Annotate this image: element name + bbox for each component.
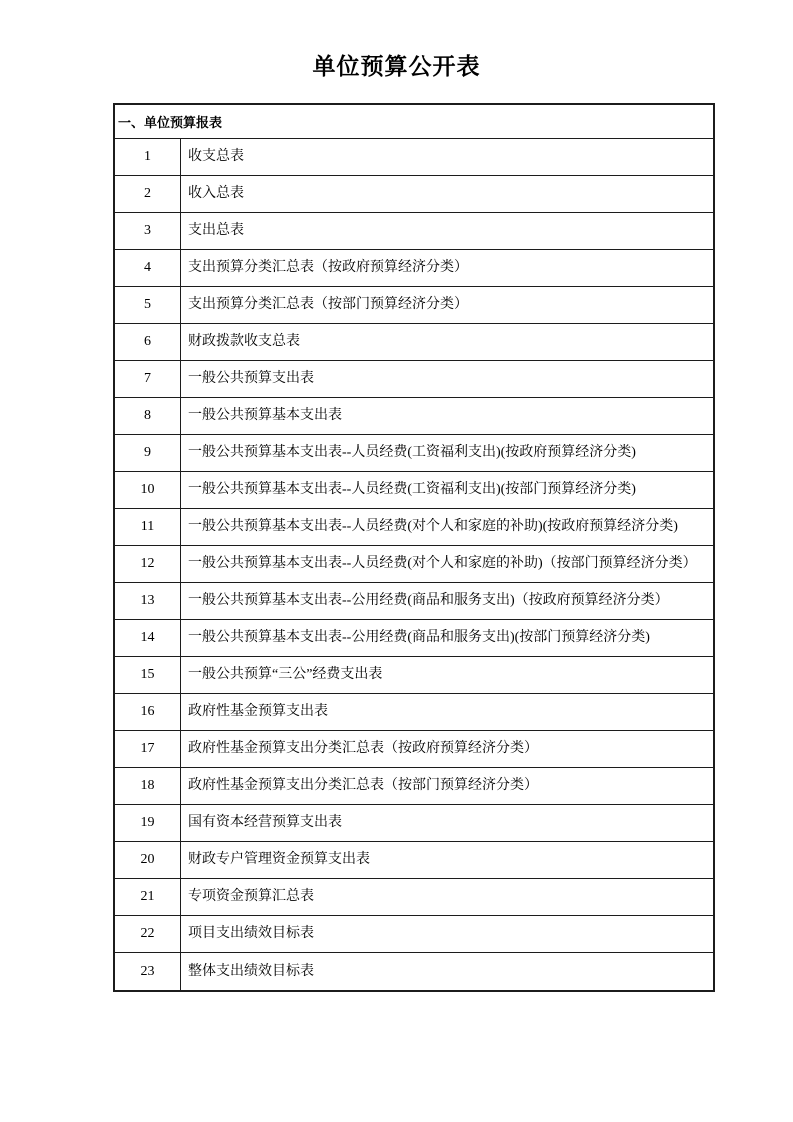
row-label: 一般公共预算基本支出表--公用经费(商品和服务支出)(按部门预算经济分类) [188,630,650,646]
table-row [115,213,713,250]
table-row [115,287,713,324]
row-number: 13 [115,583,181,619]
row-number: 3 [115,213,181,249]
row-number: 11 [115,509,181,545]
section-header: 一、单位预算报表 [115,105,713,139]
row-label: 项目支出绩效目标表 [188,926,314,942]
row-number: 1 [115,139,181,175]
table-row [115,139,713,176]
row-label: 专项资金预算汇总表 [188,889,314,905]
row-label: 政府性基金预算支出表 [188,704,328,720]
row-label: 收支总表 [188,149,244,165]
row-label: 国有资本经营预算支出表 [188,815,342,831]
table-row [115,546,713,583]
row-number: 19 [115,805,181,841]
row-label: 整体支出绩效目标表 [188,963,314,979]
row-number: 15 [115,657,181,693]
row-number: 14 [115,620,181,656]
row-label: 一般公共预算基本支出表--人员经费(对个人和家庭的补助)(按政府预算经济分类) [188,519,678,535]
table-row [115,250,713,287]
row-number: 18 [115,768,181,804]
page-title: 单位预算公开表 [312,54,481,79]
table-row [115,731,713,768]
table-row [115,953,713,990]
table-row [115,583,713,620]
table-row [115,435,713,472]
row-label: 政府性基金预算支出分类汇总表（按部门预算经济分类） [188,778,538,794]
table-row [115,620,713,657]
table-row [115,879,713,916]
row-label: 一般公共预算“三公”经费支出表 [188,667,383,683]
row-label: 一般公共预算基本支出表--人员经费(对个人和家庭的补助)（按部门预算经济分类） [188,556,697,572]
row-label: 一般公共预算基本支出表 [188,408,342,424]
table-row [115,361,713,398]
row-number: 2 [115,176,181,212]
row-number: 6 [115,324,181,360]
table-row [115,324,713,361]
row-number: 17 [115,731,181,767]
row-label: 一般公共预算基本支出表--人员经费(工资福利支出)(按政府预算经济分类) [188,445,636,461]
row-label: 支出预算分类汇总表（按部门预算经济分类） [188,297,468,313]
row-label: 一般公共预算基本支出表--人员经费(工资福利支出)(按部门预算经济分类) [188,482,636,498]
table-row [115,398,713,435]
table-row [115,842,713,879]
row-number: 22 [115,916,181,952]
row-label: 一般公共预算基本支出表--公用经费(商品和服务支出)（按政府预算经济分类） [188,593,669,609]
row-number: 10 [115,472,181,508]
row-number: 7 [115,361,181,397]
row-label: 收入总表 [188,186,244,202]
row-label: 财政拨款收支总表 [188,334,300,350]
row-number: 12 [115,546,181,582]
table-row [115,657,713,694]
row-number: 9 [115,435,181,471]
row-number: 21 [115,879,181,915]
row-label: 政府性基金预算支出分类汇总表（按政府预算经济分类） [188,741,538,757]
row-label: 财政专户管理资金预算支出表 [188,852,370,868]
table-row [115,768,713,805]
row-number: 20 [115,842,181,878]
row-label: 一般公共预算支出表 [188,371,314,387]
table-row [115,509,713,546]
row-label: 支出预算分类汇总表（按政府预算经济分类） [188,260,468,276]
table-row [115,472,713,509]
row-number: 23 [115,953,181,990]
budget-tables-index [113,103,715,992]
row-number: 8 [115,398,181,434]
row-label: 支出总表 [188,223,244,239]
table-row [115,176,713,213]
row-number: 4 [115,250,181,286]
table-rows [115,139,713,990]
row-number: 5 [115,287,181,323]
table-row [115,694,713,731]
row-number: 16 [115,694,181,730]
table-row [115,805,713,842]
table-row [115,916,713,953]
